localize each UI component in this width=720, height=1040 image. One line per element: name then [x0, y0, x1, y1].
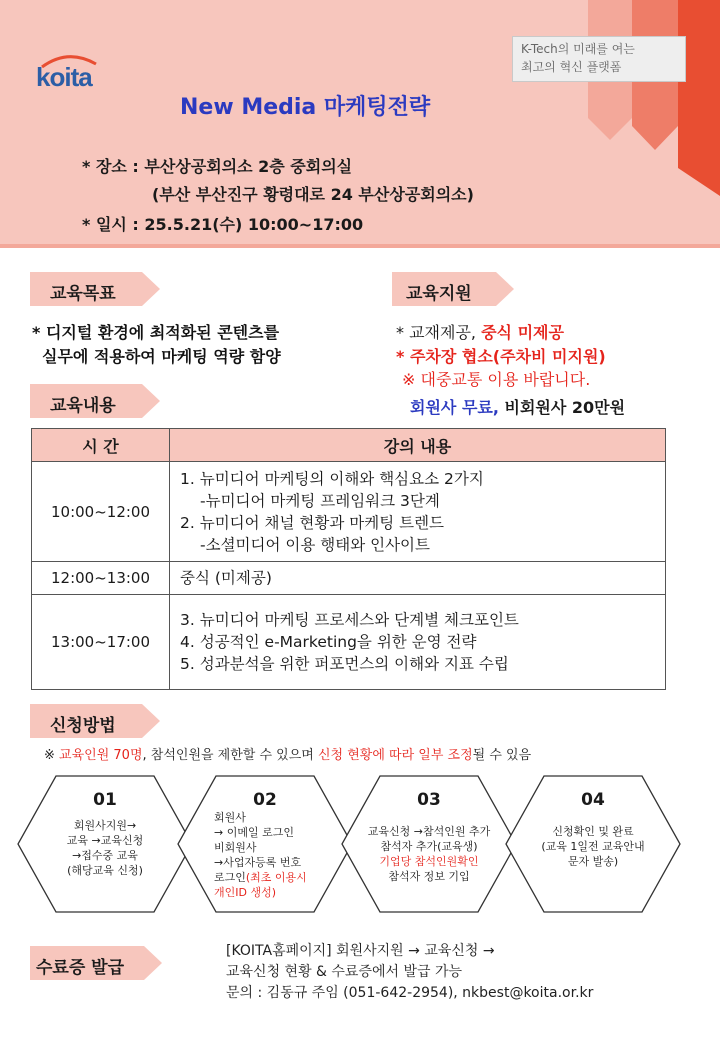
- step-number: 01: [93, 790, 117, 810]
- step-line: 로그인: [214, 871, 246, 884]
- support-tag: [392, 272, 514, 306]
- table-row: [32, 595, 666, 690]
- place-line: * 장소 : 부산상공회의소 2층 중회의실: [82, 157, 353, 176]
- address-line: (부산 부산진구 황령대로 24 부산상공회의소): [152, 185, 474, 204]
- koita-logo: [34, 52, 104, 100]
- content-line: -뉴미디어 마케팅 프레임워크 3단계: [200, 491, 440, 510]
- slogan-line: K-Tech의 미래를 여는: [521, 42, 635, 56]
- support-materials-text: * 교재제공,: [396, 323, 482, 342]
- table-row: [32, 562, 666, 595]
- step-line: 비회원사: [214, 841, 257, 854]
- step-number: 03: [417, 790, 441, 810]
- step-line: 회원사: [214, 811, 246, 824]
- step-line: 문자 발송): [567, 855, 619, 868]
- time-cell: 13:00~17:00: [32, 595, 170, 690]
- content-line: -소셜미디어 이용 행태와 인사이트: [200, 535, 430, 554]
- certificate-line-2: 교육신청 현황 & 수료증에서 발급 가능: [226, 964, 463, 980]
- content-line: 5. 성과분석을 위한 퍼포먼스의 이해와 지표 수립: [180, 655, 509, 673]
- step-line: 참석자 정보 기입: [388, 870, 470, 883]
- content-line: 3. 뉴미디어 마케팅 프로세스와 단계별 체크포인트: [180, 611, 519, 629]
- column-header-time: 시 간: [32, 429, 170, 462]
- fee-member-text: 회원사 무료,: [410, 398, 499, 417]
- goal-tag-label: 교육목표: [50, 284, 116, 304]
- step-number: 02: [253, 790, 277, 810]
- fee-line: [410, 395, 625, 418]
- step-line: 회원사지원→: [73, 819, 137, 832]
- goal-line-1: * 디지털 환경에 최적화된 콘텐츠를: [32, 323, 280, 342]
- table-header-row: [32, 429, 666, 462]
- content-tag: [30, 384, 160, 418]
- step-04-hexagon: [504, 774, 682, 914]
- table-row: [32, 462, 666, 562]
- goal-line-2: 실무에 적용하여 마케팅 역량 함양: [42, 347, 281, 366]
- goal-tag: [30, 272, 160, 306]
- certificate-line-1: [KOITA홈페이지] 회원사지원 → 교육신청 →: [226, 943, 495, 959]
- apply-tag-label: 신청방법: [50, 716, 116, 736]
- fee-nonmember-text: 비회원사 20만원: [498, 398, 626, 417]
- time-cell: 12:00~13:00: [32, 562, 170, 595]
- time-cell: 10:00~12:00: [32, 462, 170, 562]
- support-line-2: * 주차장 협소(주차비 미지원): [396, 347, 606, 366]
- certificate-tag: [30, 946, 162, 980]
- step-line-red: (최초 이용시: [245, 871, 307, 884]
- notice-capacity: 교육인원 70명: [59, 748, 143, 763]
- content-line: 1. 뉴미디어 마케팅의 이해와 핵심요소 2가지: [180, 469, 484, 488]
- content-cell: [170, 462, 666, 562]
- content-tag-label: 교육내용: [50, 396, 116, 416]
- page-title: New Media 마케팅전략: [180, 95, 431, 120]
- step-line: (해당교육 신청): [67, 864, 143, 877]
- notice-end: 될 수 있음: [472, 748, 532, 763]
- step-line: 교육신청 →참석인원 추가: [367, 825, 491, 838]
- notice-adjust: 신청 현황에 따라 일부 조정: [318, 748, 473, 763]
- step-line-red: 개인ID 생성): [214, 886, 277, 899]
- decorative-ribbon-dark: [678, 0, 720, 196]
- step-number: 04: [581, 790, 605, 810]
- column-header-content: 강의 내용: [170, 429, 666, 462]
- content-line: 4. 성공적인 e-Marketing을 위한 운영 전략: [180, 633, 477, 651]
- slogan-line: 최고의 혁신 플랫폼: [521, 60, 622, 74]
- support-lunch-text: 중식 미제공: [481, 323, 564, 342]
- capacity-notice: [44, 744, 531, 763]
- support-line-3: ※ 대중교통 이용 바랍니다.: [402, 370, 591, 389]
- slogan-box: [512, 36, 686, 82]
- step-line: 신청확인 및 완료: [552, 825, 634, 838]
- logo-text: koita: [36, 62, 92, 92]
- header-divider: [0, 244, 720, 248]
- step-line: 교육 →교육신청: [66, 834, 144, 847]
- step-line: 참석자 추가(교육생): [380, 840, 478, 853]
- step-line: (교육 1일전 교육안내: [541, 840, 645, 853]
- step-line: →사업자등록 번호: [214, 856, 302, 869]
- schedule-table: [31, 428, 666, 690]
- support-tag-label: 교육지원: [406, 284, 472, 304]
- contact-line: 문의 : 김동규 주임 (051-642-2954), nkbest@koita.or.kr: [226, 985, 594, 1001]
- support-line-1: [396, 320, 564, 343]
- content-line: 2. 뉴미디어 채널 현황과 마케팅 트렌드: [180, 513, 445, 532]
- date-line: * 일시 : 25.5.21(수) 10:00~17:00: [82, 215, 364, 234]
- certificate-tag-label: 수료증 발급: [36, 958, 125, 978]
- notice-text: , 참석인원을 제한할 수 있으며: [142, 748, 318, 763]
- step-line: → 이메일 로그인: [214, 826, 294, 839]
- content-cell: [170, 595, 666, 690]
- step-line: →접수중 교육: [72, 849, 138, 862]
- content-line: 중식 (미제공): [180, 569, 272, 587]
- content-cell: [170, 562, 666, 595]
- step-line-red: 기업당 참석인원확인: [379, 855, 479, 868]
- notice-mark: ※: [44, 748, 60, 763]
- step-01-hexagon: [16, 774, 194, 914]
- step-02-hexagon: [176, 774, 354, 914]
- apply-tag: [30, 704, 160, 738]
- step-03-hexagon: [340, 774, 518, 914]
